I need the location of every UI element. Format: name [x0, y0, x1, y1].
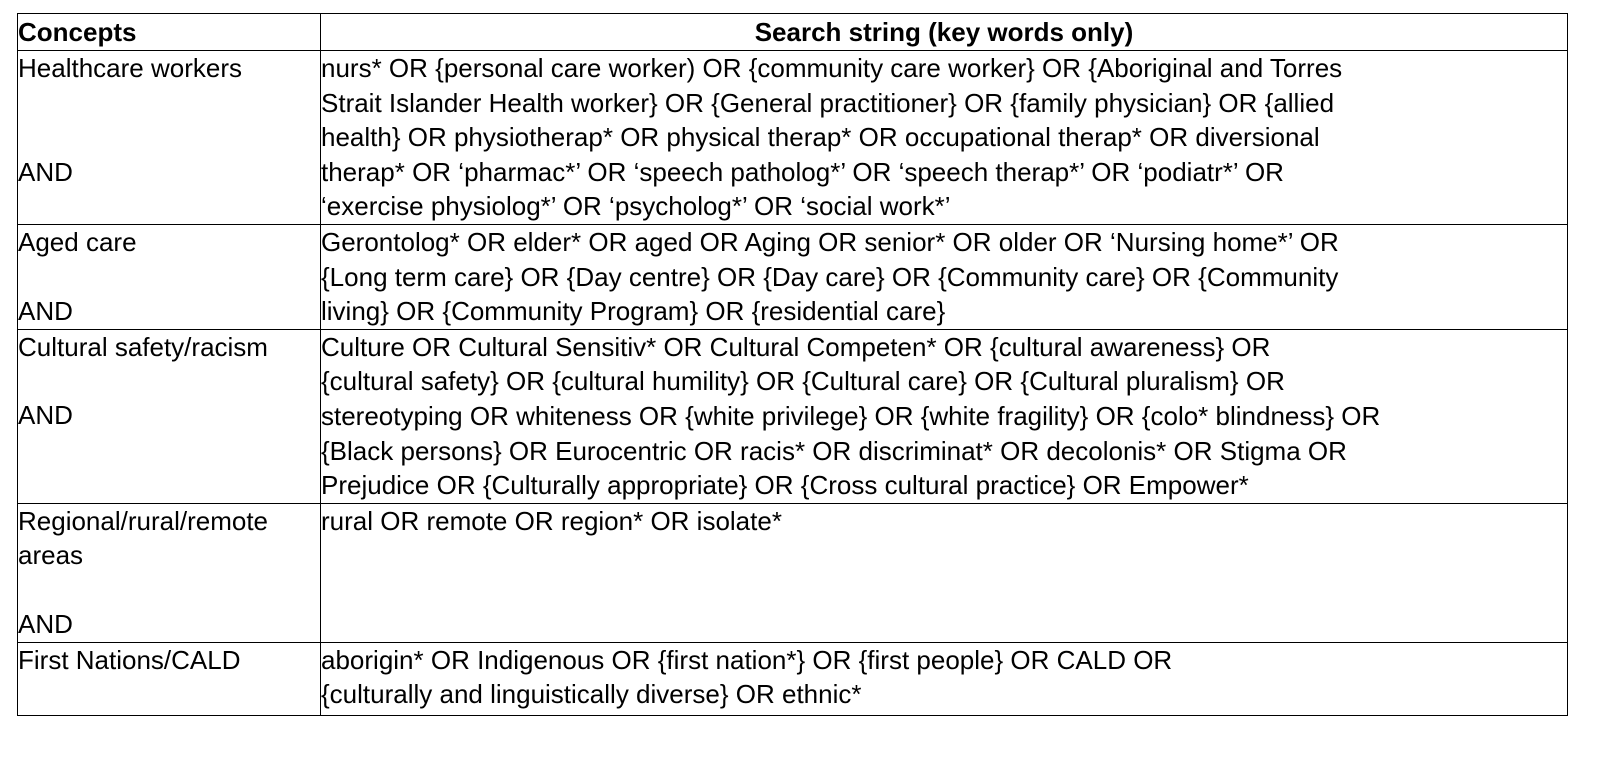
- table-row: [18, 642, 1568, 715]
- concept-cell: [18, 224, 321, 329]
- table-header: [18, 14, 1568, 51]
- table-row: [18, 51, 1568, 225]
- boolean-operator: AND: [18, 608, 73, 639]
- concept-name: Cultural safety/racism: [18, 331, 268, 362]
- concept-name: First Nations/CALD: [18, 644, 241, 675]
- concept-cell: [18, 642, 321, 715]
- boolean-operator: AND: [18, 156, 73, 187]
- search-strategy-table: [17, 13, 1568, 716]
- boolean-operator: AND: [18, 400, 73, 431]
- boolean-operator: AND: [18, 295, 73, 326]
- concept-name: Aged care: [18, 226, 137, 257]
- concept-name: Healthcare workers: [18, 53, 242, 83]
- table-row: [18, 329, 1568, 503]
- search-string-cell: aborigin* OR Indigenous OR {first nation*} OR {first people} OR CALD OR {culturally and linguistically diverse} OR ethnic*: [321, 642, 1568, 715]
- concept-cell: [18, 329, 321, 503]
- search-string-cell: nurs* OR {personal care worker) OR {community care worker} OR {Aboriginal and Torres Strait Islander Health worker} OR {General practitioner} OR {family physician} OR {allied health} OR physiotherap* OR physical therap* OR occupational therap* OR diversional therap* OR ‘pharmac*’ OR ‘speech patholog*’ OR ‘speech therap*’ OR ‘podiatr*’ OR ‘exercise physiolog*’ OR ‘psycholog*’ OR ‘social work*’: [321, 51, 1568, 225]
- search-string-column-header: Search string (key words only): [321, 14, 1568, 51]
- concept-cell: [18, 503, 321, 642]
- concepts-column-header: Concepts: [18, 14, 321, 51]
- table-row: [18, 503, 1568, 642]
- table-body: [18, 51, 1568, 716]
- search-string-cell: Gerontolog* OR elder* OR aged OR Aging OR senior* OR older OR ‘Nursing home*’ OR {Long term care} OR {Day centre} OR {Day care} OR {Community care} OR {Community living} OR {Community Program} OR {residential care}: [321, 224, 1568, 329]
- search-string-cell: rural OR remote OR region* OR isolate*: [321, 503, 1568, 642]
- concept-cell: [18, 51, 321, 225]
- header-row: [18, 14, 1568, 51]
- concept-name: Regional/rural/remote areas: [18, 505, 269, 571]
- search-string-cell: Culture OR Cultural Sensitiv* OR Cultural Competen* OR {cultural awareness} OR {cultural safety} OR {cultural humility} OR {Cultural care} OR {Cultural pluralism} OR stereotyping OR whiteness OR {white privilege} OR {white fragility} OR {colo* blindness} OR {Black persons} OR Eurocentric OR racis* OR discriminat* OR decolonis* OR Stigma OR Prejudice OR {Culturally appropriate} OR {Cross cultural practice} OR Empower*: [321, 329, 1568, 503]
- table-row: [18, 224, 1568, 329]
